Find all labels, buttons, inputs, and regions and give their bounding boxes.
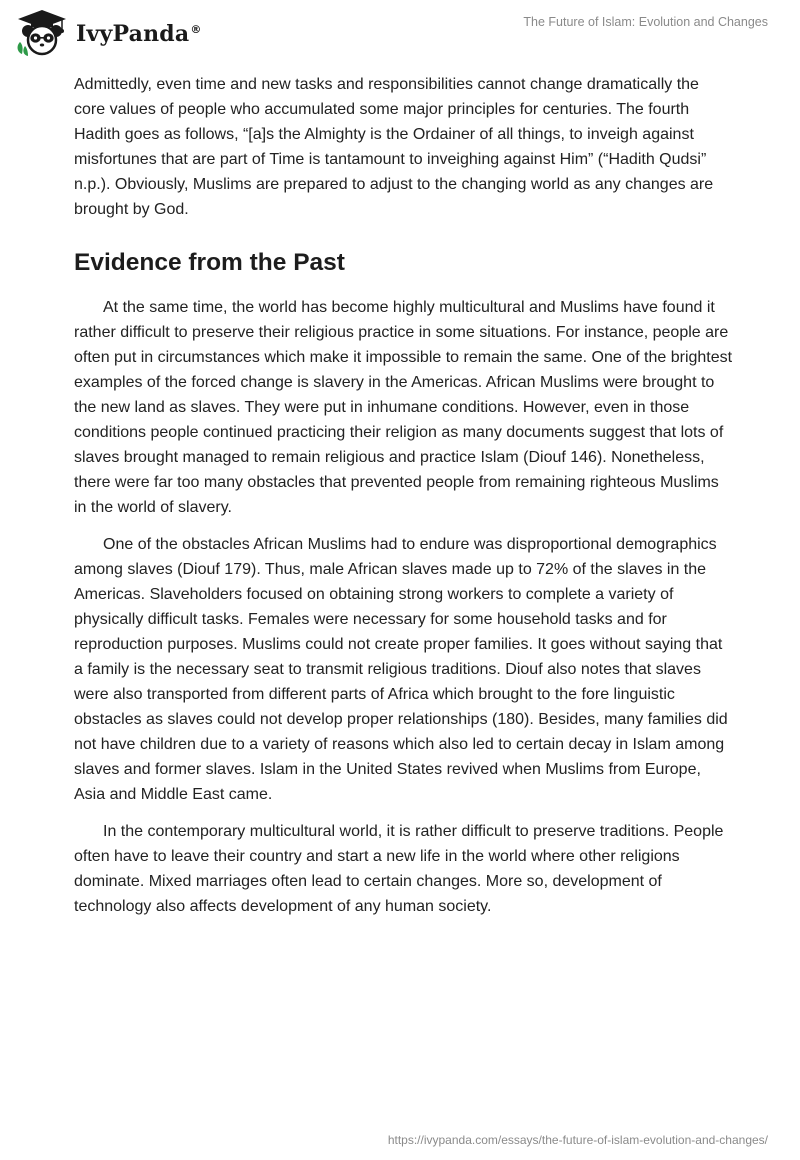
body-paragraph: At the same time, the world has become highly multicultural and Muslims have found it rather difficult to preserve their religious practice in some situations. For instance, people are often put in circumstances which make it impossible to remain the same. One of the brightest examples of the forced change is slavery in the Americas. African Muslims were brought to the new land as slaves. They were put in inhumane conditions. However, even in those conditions people continued practicing their religion as many documents suggest that lots of slaves brought managed to remain religious and practice Islam (Diouf 146). Nonetheless, there were far too many obstacles that prevented people from remaining righteous Muslims in the world of slavery. <box>74 299 733 516</box>
essay-content <box>74 72 734 931</box>
panda-graduate-icon <box>14 8 70 58</box>
ivypanda-logo[interactable] <box>14 8 202 58</box>
body-paragraph: In the contemporary multicultural world, it is rather difficult to preserve traditions. People often have to leave their country and start a new life in the world where other religions dominate. Mixed marriages often lead to certain changes. More so, development of technology also affects development of any human society. <box>74 823 724 915</box>
document-title: The Future of Islam: Evolution and Changes <box>523 15 768 29</box>
logo-wordmark: IvyPanda® <box>76 21 202 47</box>
body-paragraph: One of the obstacles African Muslims had to endure was disproportional demographics among slaves (Diouf 179). Thus, male African slaves made up to 72% of the slaves in the Americas. Slaveholders focused on obtaining strong workers to complete a variety of physically difficult tasks. Females were necessary for some household tasks and for reproduction purposes. Muslims could not create proper families. It goes without saying that a family is the necessary seat to transmit religious traditions. Diouf also notes that slaves were also transported from different parts of Africa which brought to the fore linguistic obstacles as slaves could not develop proper relationships (180). Besides, many families did not have children due to a variety of reasons which also led to certain decay in Islam among slaves and former slaves. Islam in the United States revived when Muslims from Europe, Asia and Middle East came. <box>74 536 728 803</box>
page-header <box>0 0 800 70</box>
source-url[interactable]: https://ivypanda.com/essays/the-future-of-islam-evolution-and-changes/ <box>387 1133 768 1147</box>
registered-mark: ® <box>190 22 202 36</box>
intro-paragraph: Admittedly, even time and new tasks and responsibilities cannot change dramatically the core values of people who accumulated some major principles for centuries. The fourth Hadith goes as follows, “[a]s the Almighty is the Ordainer of all things, to inveigh against misfortunes that are part of Time is tantamount to inveighing against Him” (“Hadith Qudsi” n.p.). Obviously, Muslims are prepared to adjust to the changing world as any changes are brought by God. <box>74 76 714 218</box>
section-heading: Evidence from the Past <box>74 249 345 276</box>
